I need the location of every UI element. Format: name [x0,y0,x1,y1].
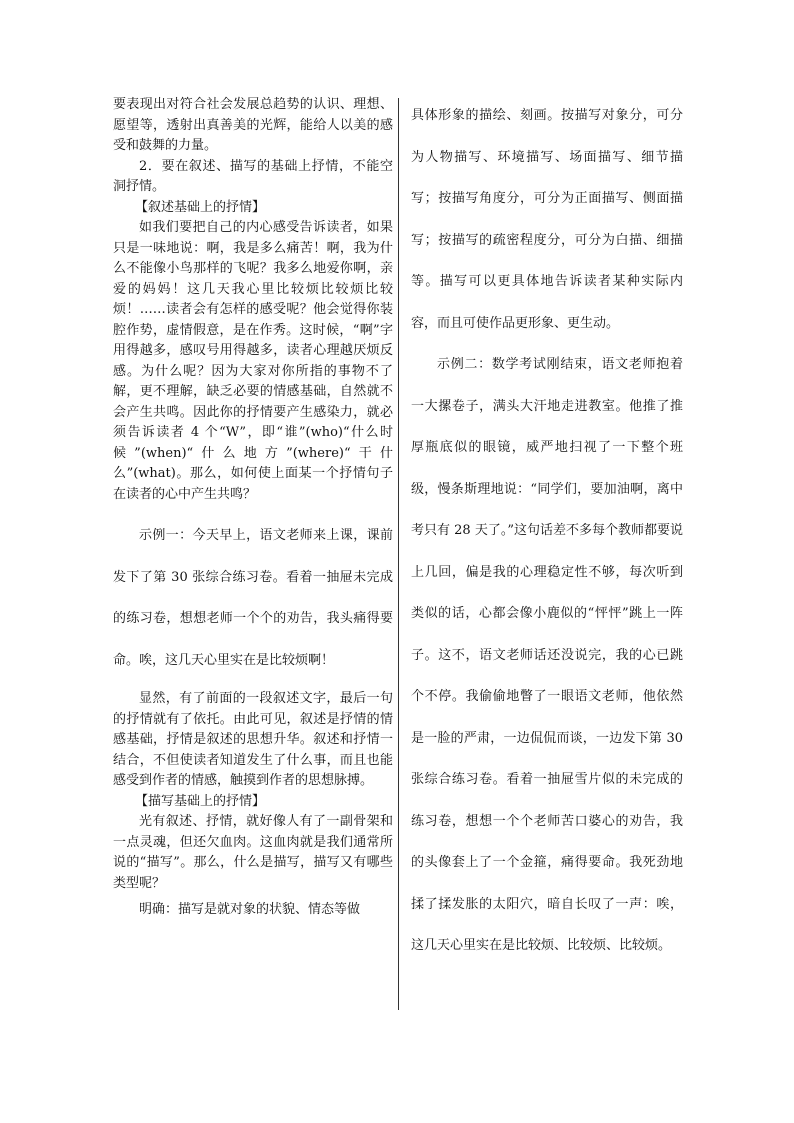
left-column [113,95,393,921]
example-two: 示例二：数学考试刚结束，语文老师抱着一大摞卷子，满头大汗地走进教室。他推了推厚瓶底似的眼镜，威严地扫视了一下整个班级，慢条斯理地说：“同学们，要加油啊，离中考只有 28 天了。”这句话差不多每个教师都要说上几回，偏是我的心理稳定性不够，每次听到类似的话，心都会像小鹿似的“怦怦”跳上一阵子。这不，语文老师话还没说完，我的心已跳个不停。我偷偷地瞥了一眼语文老师，他依然是一脸的严肃，一边侃侃而谈，一边发下第 30 张综合练习卷。看着一抽屉雪片似的未完成的练习卷，想想一个个老师苦口婆心的劝告，我的头像套上了一个金箍，痛得要命。我死劲地揉了揉发胀的太阳穴，暗自长叹了一声：唉，这几天心里实在是比较烦、比较烦、比较烦。 [411,357,683,953]
paragraph-four-w: 如我们要把自己的内心感受告诉读者，如果只是一味地说：啊，我是多么痛苦！啊，我为什么不能像小鸟那样的飞呢？我多么地爱你啊，亲爱的妈妈！这几天我心里比较烦比较烦比较烦！……读者会有怎样的感受呢？他会觉得你装腔作势，虚情假意，是在作秀。这时候，“啊”字用得越多，感叹号用得越多，读者心理越厌烦反感。为什么呢？因为大家对你所指的事物不了解，更不理解，缺乏必要的情感基础，自然就不会产生共鸣。因此你的抒情要产生感染力，就必须告诉读者 4 个“W”，即“谁”(who)“什么时候”(when)“什么地方”(where)“干什么”(what)。那么，如何使上面某一个抒情句子在读者的心中产生共鸣？ [113,220,393,502]
paragraph-flesh-blood: 光有叙述、抒情，就好像人有了一副骨架和一点灵魂，但还欠血肉。这血肉就是我们通常所说的“描写”。那么，什么是描写，描写又有哪些类型呢？ [113,814,393,891]
paragraph-point-2: 2．要在叙述、描写的基础上抒情，不能空洞抒情。 [113,158,393,194]
paragraph-conclusion: 显然，有了前面的一段叙述文字，最后一句的抒情就有了依托。由此可见，叙述是抒情的情感基础，抒情是叙述的思想升华。叙述和抒情一结合，不但使读者知道发生了什么事，而且也能感受到作者的情感，触摸到作者的思想脉搏。 [113,691,393,789]
heading-narration-lyric: 【叙述基础上的抒情】 [135,199,266,215]
heading-description-lyric: 【描写基础上的抒情】 [135,793,266,809]
paragraph-definition-start: 明确：描写是就对象的状貌、情态等做 [139,902,361,918]
column-divider [398,98,399,1010]
right-column [411,95,683,967]
example-one: 示例一：今天早上，语文老师来上课，课前发下了第 30 张综合练习卷。看着一抽屉未完成的练习卷，想想老师一个个的劝告，我头痛得要命。唉，这几天心里实在是比较烦啊！ [113,528,393,668]
paragraph-definition-continued: 具体形象的描绘、刻画。按描写对象分，可分为人物描写、环境描写、场面描写、细节描写；按描写角度分，可分为正面描写、侧面描写；按描写的疏密程度分，可分为白描、细描等。描写可以更具体地告诉读者某种实际内容，而且可使作品更形象、更生动。 [411,108,683,331]
paragraph-social-trend: 要表现出对符合社会发展总趋势的认识、理想、愿望等，透射出真善美的光辉，能给人以美的感受和鼓舞的力量。 [113,97,393,153]
